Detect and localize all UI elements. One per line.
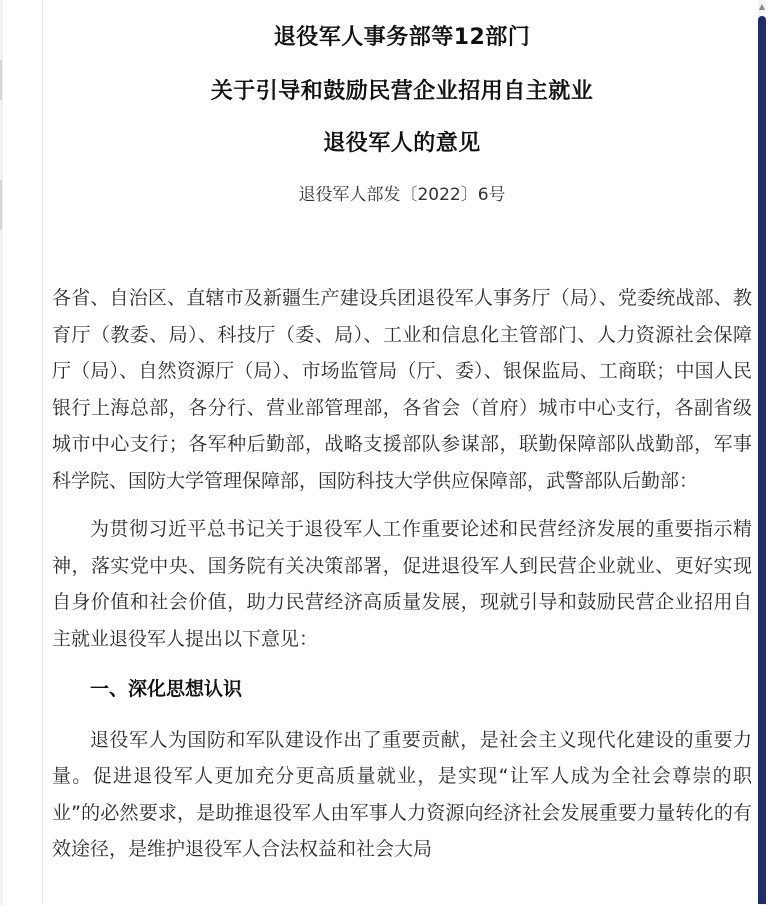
section-1-heading: 一、深化思想认识 [90, 678, 243, 700]
title-line-1: 退役军人事务部等12部门 [273, 25, 531, 50]
document-number: 退役军人部发〔2022〕6号 [298, 185, 506, 205]
left-edge-strip [0, 0, 3, 905]
document-body [52, 280, 752, 880]
page-border [42, 0, 43, 905]
recipients-paragraph: 各省、自治区、直辖市及新疆生产建设兵团退役军人事务厅（局）、党委统战部、教育厅（教委、局）、科技厅（委、局）、工业和信息化主管部门、人力资源社会保障厅（局）、自然资源厅（局）、市场监管局（厅、委）、银保监局、工商联；中国人民银行上海总部，各分行、营业部管理部，各省会（首府）城市中心支行，各副省级城市中心支行；各军种后勤部，战略支援部队参谋部，联勤保障部队战勤部，军事科学院、国防大学管理保障部，国防科技大学供应保障部，武警部队后勤部： [52, 287, 752, 492]
section-1-paragraph: 退役军人为国防和军队建设作出了重要贡献，是社会主义现代化建设的重要力量。促进退役军人更加充分更高质量就业，是实现“让军人成为全社会尊崇的职业”的必然要求，是助推退役军人由军事人力资源向经济社会发展重要力量转化的有效途径，是维护退役军人合法权益和社会大局 [52, 728, 752, 860]
intro-paragraph: 为贯彻习近平总书记关于退役军人工作重要论述和民营经济发展的重要指示精神，落实党中央、国务院有关决策部署，促进退役军人到民营企业就业、更好实现自身价值和社会价值，助力民营经济高质量发展，现就引导和鼓励民营企业招用自主就业退役军人提出以下意见： [52, 518, 752, 650]
scrollbar-thumb[interactable] [758, 16, 766, 904]
title-line-3: 退役军人的意见 [323, 131, 481, 156]
title-line-2: 关于引导和鼓励民营企业招用自主就业 [210, 79, 594, 104]
scroll-up-arrow-icon[interactable]: ▲ [758, 2, 766, 11]
